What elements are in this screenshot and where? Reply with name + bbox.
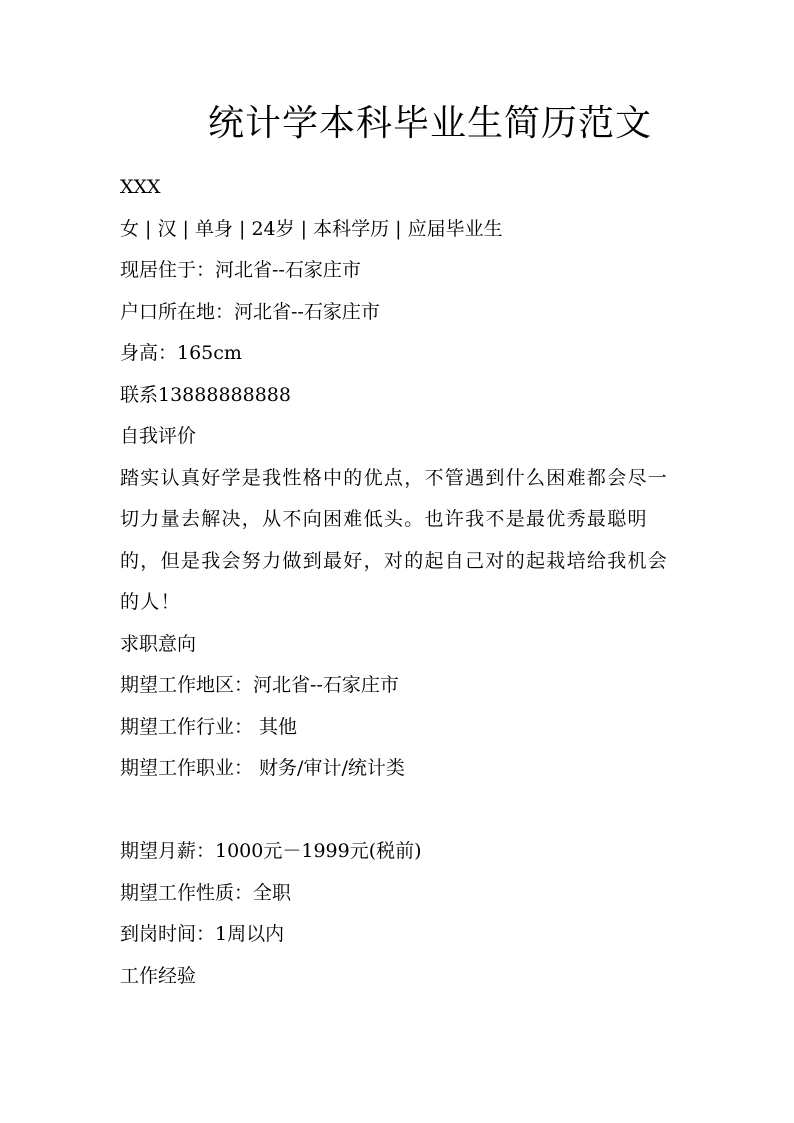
intent-salary: 期望月薪：1000元－1999元(税前) [120,840,422,862]
self-eval-text: 踏实认真好学是我性格中的优点，不管遇到什么困难都会尽一切力量去解决，从不向困难低头。也许我不是最优秀最聪明的，但是我会努力做到最好，对的起自己对的起栽培给我机会的人！ [120,466,669,613]
intent-type: 期望工作性质：全职 [120,881,292,904]
residence: 现居住于：河北省--石家庄市 [120,259,361,281]
resume-content [120,167,676,997]
candidate-name: XXX [120,176,161,198]
self-eval-heading: 自我评价 [120,425,197,447]
experience-heading: 工作经验 [120,964,197,987]
document-title: 统计学本科毕业生简历范文 [208,103,653,144]
intent-heading: 求职意向 [120,632,197,655]
contact: 联系13888888888 [120,383,291,406]
height: 身高：165cm [120,342,242,364]
blank-line [120,790,676,832]
intent-start: 到岗时间：1周以内 [120,923,285,945]
hukou: 户口所在地：河北省--石家庄市 [120,300,380,323]
intent-job: 期望工作职业： 财务/审计/统计类 [120,757,405,779]
intent-industry: 期望工作行业： 其他 [120,715,298,738]
basic-info: 女 | 汉 | 单身 | 24岁 | 本科学历 | 应届毕业生 [120,217,503,240]
intent-area: 期望工作地区：河北省--石家庄市 [120,674,399,696]
